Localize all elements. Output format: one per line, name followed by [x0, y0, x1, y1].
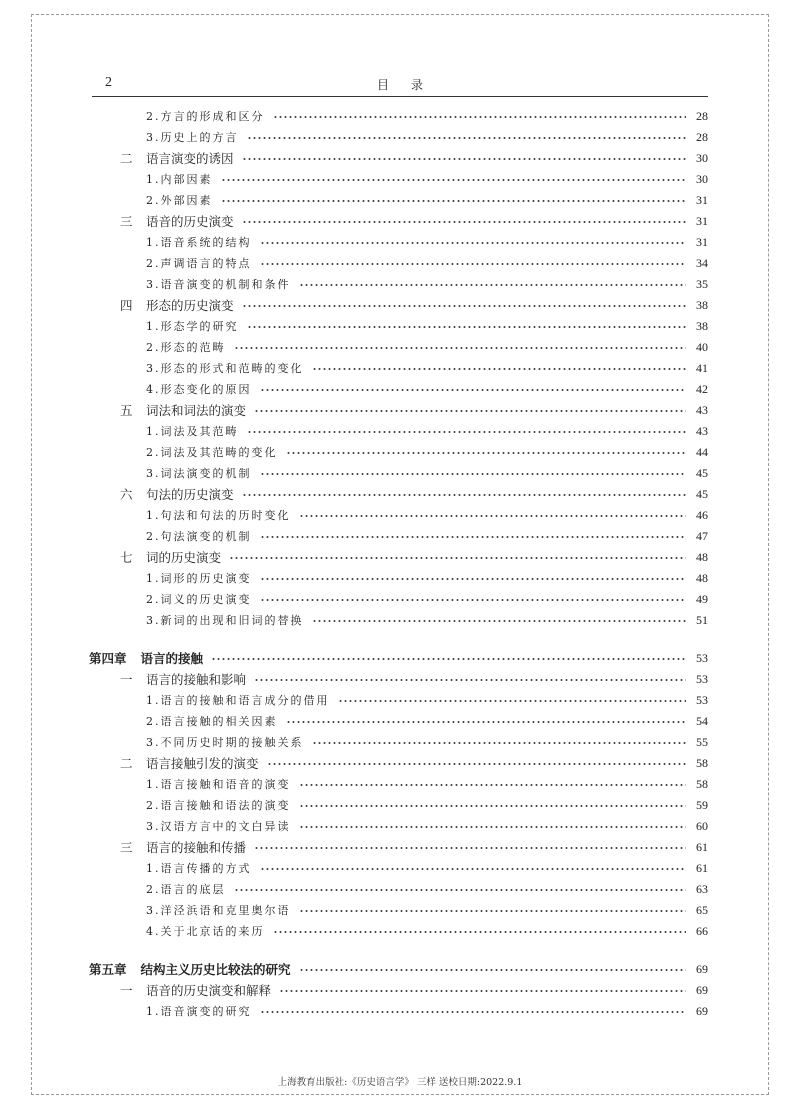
toc-entry-page: 42: [696, 381, 708, 396]
toc-entry[interactable]: [146, 442, 708, 462]
toc-entry[interactable]: [120, 400, 708, 420]
toc-entry-number: 1.: [146, 777, 161, 791]
toc-entry-number: 3.: [146, 903, 161, 917]
toc-entry[interactable]: [146, 421, 708, 441]
toc-entry-page: 48: [696, 570, 708, 585]
toc-entry[interactable]: [146, 795, 708, 815]
dot-leader: [299, 969, 686, 971]
toc-entry-page: 31: [696, 213, 708, 228]
dot-leader: [286, 721, 687, 723]
dot-leader: [267, 763, 686, 765]
dot-leader: [260, 1011, 687, 1013]
toc-entry[interactable]: [120, 753, 708, 773]
toc-entry-number: 六: [120, 487, 133, 502]
toc-entry-page: 61: [696, 839, 708, 854]
toc-entry-title: 词法及其范畴的变化: [160, 446, 278, 459]
toc-entry-page: 63: [696, 881, 708, 896]
toc-entry[interactable]: [146, 106, 708, 126]
toc-entry[interactable]: [146, 690, 708, 710]
toc-entry-title: 语言接触引发的演变: [146, 756, 259, 771]
toc-entry-title: 新词的出现和旧词的替换: [160, 614, 304, 627]
toc-entry-page: 60: [696, 818, 708, 833]
toc-entry[interactable]: [120, 484, 708, 504]
toc-entry-page: 38: [696, 297, 708, 312]
dot-leader: [299, 805, 687, 807]
toc-entry-page: 51: [696, 612, 708, 627]
toc-entry-page: 35: [696, 276, 708, 291]
dot-leader: [286, 452, 687, 454]
toc-entry-page: 46: [696, 507, 708, 522]
toc-entry-page: 45: [696, 486, 708, 501]
toc-entry[interactable]: [146, 379, 708, 399]
toc-entry-page: 66: [696, 923, 708, 938]
toc-entry-title: 语言接触和语法的演变: [160, 799, 291, 812]
dot-leader: [279, 990, 686, 992]
dot-leader: [260, 242, 687, 244]
toc-entry-title: 形态学的研究: [160, 320, 239, 333]
toc-entry-title: 洋泾浜语和克里奥尔语: [160, 904, 291, 917]
toc-entry-number: 2.: [146, 256, 161, 270]
dot-leader: [234, 889, 687, 891]
toc-entry[interactable]: [89, 959, 708, 979]
toc-entry[interactable]: [146, 169, 708, 189]
toc-entry[interactable]: [146, 711, 708, 731]
toc-entry-page: 48: [696, 549, 708, 564]
page-header: [92, 74, 708, 97]
toc-entry-number: 2.: [146, 193, 161, 207]
toc-entry-page: 59: [696, 797, 708, 812]
dot-leader: [260, 263, 687, 265]
toc-entry[interactable]: [146, 232, 708, 252]
dot-leader: [299, 284, 687, 286]
toc-entry[interactable]: [146, 127, 708, 147]
toc-entry[interactable]: [89, 648, 708, 668]
toc-entry-page: 49: [696, 591, 708, 606]
dot-leader: [260, 536, 687, 538]
dot-leader: [273, 116, 687, 118]
running-title: 目录: [376, 78, 445, 92]
toc-entry-title: 汉语方言中的文白异读: [160, 820, 291, 833]
toc-entry-title: 不同历史时期的接触关系: [160, 736, 304, 749]
dot-leader: [260, 578, 687, 580]
toc-entry-page: 31: [696, 192, 708, 207]
dot-leader: [254, 847, 686, 849]
toc-entry-page: 31: [696, 234, 708, 249]
toc-entry-title: 语音演变的机制和条件: [160, 278, 291, 291]
toc-entry-number: 1.: [146, 693, 161, 707]
toc-entry-page: 38: [696, 318, 708, 333]
toc-entry-title: 结构主义历史比较法的研究: [140, 962, 291, 977]
toc-entry-title: 语言的接触和传播: [146, 840, 247, 855]
toc-entry-page: 40: [696, 339, 708, 354]
toc-entry[interactable]: [146, 879, 708, 899]
toc-entry[interactable]: [146, 253, 708, 273]
toc-entry[interactable]: [120, 547, 708, 567]
dot-leader: [299, 515, 687, 517]
toc-entry-number: 2.: [146, 529, 161, 543]
toc-entry[interactable]: [146, 610, 708, 630]
toc-entry-title: 词法演变的机制: [160, 467, 252, 480]
dot-leader: [242, 221, 686, 223]
toc-entry-title: 内部因素: [160, 173, 213, 186]
toc-entry[interactable]: [120, 669, 708, 689]
dot-leader: [260, 389, 687, 391]
dot-leader: [247, 326, 687, 328]
toc-entry-page: 44: [696, 444, 708, 459]
toc-entry-title: 语言传播的方式: [160, 862, 252, 875]
dot-leader: [312, 742, 687, 744]
toc-entry-number: 3.: [146, 466, 161, 480]
toc-entry-number: 二: [120, 151, 133, 166]
toc-entry-title: 句法的历史演变: [146, 487, 234, 502]
toc-entry-page: 58: [696, 776, 708, 791]
toc-entry-title: 语言的底层: [160, 883, 226, 896]
toc-entry-page: 45: [696, 465, 708, 480]
toc-entry-number: 3.: [146, 130, 161, 144]
dot-leader: [254, 679, 686, 681]
toc-entry[interactable]: [120, 148, 708, 168]
toc-entry-page: 69: [696, 1003, 708, 1018]
toc-entry-title: 语音演变的研究: [160, 1005, 252, 1018]
dot-leader: [338, 700, 687, 702]
toc-entry-number: 3.: [146, 361, 161, 375]
toc-entry-page: 53: [696, 692, 708, 707]
dot-leader: [211, 658, 686, 660]
toc-entry-number: 2.: [146, 882, 161, 896]
toc-entry[interactable]: [146, 316, 708, 336]
toc-entry-page: 53: [696, 650, 708, 665]
toc-entry-number: 3.: [146, 277, 161, 291]
toc-entry-number: 3.: [146, 613, 161, 627]
toc-entry-number: 1.: [146, 319, 161, 333]
toc-entry-number: 七: [120, 550, 133, 565]
toc-entry-number: 1.: [146, 424, 161, 438]
toc-entry-number: 一: [120, 983, 133, 998]
toc-entry-number: 3.: [146, 735, 161, 749]
toc-entry-number: 1.: [146, 235, 161, 249]
toc-entry-page: 69: [696, 961, 708, 976]
toc-entry-title: 语言的接触和语言成分的借用: [160, 694, 330, 707]
toc-entry[interactable]: [146, 816, 708, 836]
toc-entry-title: 形态变化的原因: [160, 383, 252, 396]
toc-entry-page: 61: [696, 860, 708, 875]
toc-entry-title: 词法及其范畴: [160, 425, 239, 438]
toc-entry-title: 语言接触的相关因素: [160, 715, 278, 728]
toc-entry-title: 句法演变的机制: [160, 530, 252, 543]
toc-entry-page: 69: [696, 982, 708, 997]
toc-entry-number: 1.: [146, 861, 161, 875]
dot-leader: [221, 179, 687, 181]
toc-entry-title: 语音的历史演变: [146, 214, 234, 229]
toc-entry-page: 28: [696, 129, 708, 144]
dot-leader: [260, 599, 687, 601]
proof-footer: 上海教育出版社:《历史语言学》 三样 送校日期:2022.9.1: [277, 1077, 523, 1088]
toc-entry-title: 词义的历史演变: [160, 593, 252, 606]
toc-entry-number: 1.: [146, 508, 161, 522]
dot-leader: [299, 784, 687, 786]
toc-entry-title: 语言演变的诱因: [146, 151, 234, 166]
toc-entry-number: 2.: [146, 714, 161, 728]
dot-leader: [242, 305, 686, 307]
dot-leader: [312, 620, 687, 622]
toc-entry-title: 形态的历史演变: [146, 298, 234, 313]
toc-entry-number: 3.: [146, 819, 161, 833]
toc-entry[interactable]: [146, 858, 708, 878]
dot-leader: [299, 910, 687, 912]
toc-entry-number: 2.: [146, 445, 161, 459]
toc-entry[interactable]: [146, 337, 708, 357]
toc-entry-page: 34: [696, 255, 708, 270]
dot-leader: [242, 158, 686, 160]
toc-entry-number: 1.: [146, 172, 161, 186]
toc-entry-number: 四: [120, 298, 133, 313]
toc-entry-number: 4.: [146, 924, 161, 938]
toc-entry-number: 1.: [146, 571, 161, 585]
toc-entry[interactable]: [146, 190, 708, 210]
toc-entry-number: 1.: [146, 1004, 161, 1018]
toc-entry-title: 语音系统的结构: [160, 236, 252, 249]
toc-entry-number: 2.: [146, 592, 161, 606]
dot-leader: [247, 431, 687, 433]
toc-entry[interactable]: [146, 505, 708, 525]
toc-entry-number: 2.: [146, 340, 161, 354]
dot-leader: [299, 826, 687, 828]
toc-entry-number: 4.: [146, 382, 161, 396]
toc-entry-number: 2.: [146, 109, 161, 123]
toc-entry-title: 外部因素: [160, 194, 213, 207]
toc-entry-page: 43: [696, 402, 708, 417]
toc-entry-number: 三: [120, 840, 133, 855]
toc-entry-number: 第五章: [89, 962, 127, 977]
toc-entry-title: 方言的形成和区分: [160, 110, 265, 123]
dot-leader: [221, 200, 687, 202]
toc-entry-title: 句法和句法的历时变化: [160, 509, 291, 522]
toc-entry[interactable]: [146, 1001, 708, 1021]
dot-leader: [234, 347, 687, 349]
toc-entry[interactable]: [120, 295, 708, 315]
toc-entry-title: 词的历史演变: [146, 550, 222, 565]
toc-entry-page: 55: [696, 734, 708, 749]
toc-entry[interactable]: [146, 589, 708, 609]
toc-entry-number: 第四章: [89, 651, 127, 666]
toc-entry[interactable]: [146, 358, 708, 378]
toc-entry-title: 语言的接触: [140, 651, 204, 666]
toc-entry[interactable]: [146, 463, 708, 483]
toc-entry-page: 30: [696, 150, 708, 165]
toc-entry-number: 五: [120, 403, 133, 418]
toc-entry[interactable]: [120, 837, 708, 857]
toc-entry-page: 30: [696, 171, 708, 186]
dot-leader: [260, 868, 687, 870]
dot-leader: [312, 368, 687, 370]
toc-entry-page: 54: [696, 713, 708, 728]
toc-entry[interactable]: [146, 900, 708, 920]
page-number: 2: [105, 75, 112, 90]
toc-entry[interactable]: [120, 980, 708, 1000]
dot-leader: [247, 137, 687, 139]
dot-leader: [254, 410, 686, 412]
dot-leader: [242, 494, 686, 496]
toc-entry[interactable]: [146, 526, 708, 546]
toc-entry-title: 声调语言的特点: [160, 257, 252, 270]
toc-entry-title: 语言接触和语音的演变: [160, 778, 291, 791]
toc-entry[interactable]: [120, 211, 708, 231]
toc-entry-page: 47: [696, 528, 708, 543]
toc-entry-title: 词形的历史演变: [160, 572, 252, 585]
dot-leader: [260, 473, 687, 475]
toc-entry-number: 一: [120, 672, 133, 687]
toc-entry-page: 53: [696, 671, 708, 686]
toc-entry-title: 历史上的方言: [160, 131, 239, 144]
toc-entry-page: 58: [696, 755, 708, 770]
toc-entry-number: 二: [120, 756, 133, 771]
dot-leader: [273, 931, 687, 933]
toc-entry-title: 形态的范畴: [160, 341, 226, 354]
toc-entry-page: 65: [696, 902, 708, 917]
dot-leader: [229, 557, 686, 559]
toc-entry[interactable]: [146, 921, 708, 941]
toc-entry-title: 词法和词法的演变: [146, 403, 247, 418]
toc-entry-title: 形态的形式和范畴的变化: [160, 362, 304, 375]
toc-entry[interactable]: [146, 774, 708, 794]
toc-entry[interactable]: [146, 732, 708, 752]
toc-entry[interactable]: [146, 568, 708, 588]
toc-entry[interactable]: [146, 274, 708, 294]
toc-entry-title: 语言的接触和影响: [146, 672, 247, 687]
toc-entry-page: 41: [696, 360, 708, 375]
toc-entry-title: 关于北京话的来历: [160, 925, 265, 938]
toc-entry-number: 2.: [146, 798, 161, 812]
toc-entry-page: 28: [696, 108, 708, 123]
toc-entry-title: 语音的历史演变和解释: [146, 983, 272, 998]
toc-entry-number: 三: [120, 214, 133, 229]
toc-entry-page: 43: [696, 423, 708, 438]
